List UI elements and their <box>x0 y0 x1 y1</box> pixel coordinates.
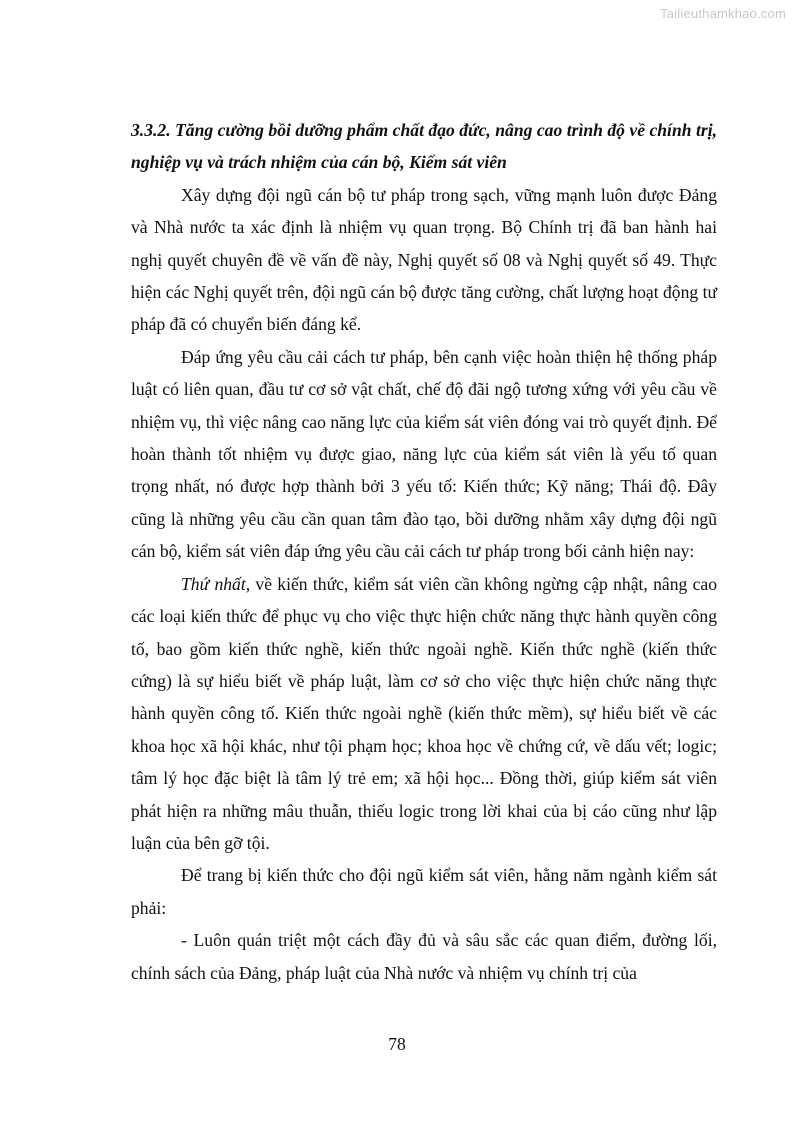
paragraph-3 <box>131 568 717 860</box>
paragraph-3-lead: Thứ nhất, <box>181 573 251 594</box>
watermark: Tailieuthamkhao.com <box>660 6 786 21</box>
section-heading: 3.3.2. Tăng cường bồi dưỡng phẩm chất đạo đức, nâng cao trình độ về chính trị, nghiệp vụ và trách nhiệm của cán bộ, Kiểm sát viên <box>131 120 717 173</box>
paragraph-4: Để trang bị kiến thức cho đội ngũ kiểm sát viên, hằng năm ngành kiểm sát phải: <box>131 865 717 918</box>
paragraph-2: Đáp ứng yêu cầu cải cách tư pháp, bên cạnh việc hoàn thiện hệ thống pháp luật có liên quan, đầu tư cơ sở vật chất, chế độ đãi ngộ tương xứng với yêu cầu về nhiệm vụ, thì việc nâng cao năng lực của kiểm sát viên đóng vai trò quyết định. Để hoàn thành tốt nhiệm vụ được giao, năng lực của kiểm sát viên là yếu tố quan trọng nhất, nó được hợp thành bởi 3 yếu tố: Kiến thức; Kỹ năng; Thái độ. Đây cũng là những yêu cầu cần quan tâm đào tạo, bồi dưỡng nhằm xây dựng đội ngũ cán bộ, kiểm sát viên đáp ứng yêu cầu cải cách tư pháp trong bối cảnh hiện nay: <box>131 346 717 562</box>
paragraph-5: - Luôn quán triệt một cách đầy đủ và sâu sắc các quan điểm, đường lối, chính sách của Đảng, pháp luật của Nhà nước và nhiệm vụ chính trị của <box>131 930 717 983</box>
paragraph-1: Xây dựng đội ngũ cán bộ tư pháp trong sạch, vững mạnh luôn được Đảng và Nhà nước ta xác định là nhiệm vụ quan trọng. Bộ Chính trị đã ban hành hai nghị quyết chuyên đề về vấn đề này, Nghị quyết số 08 và Nghị quyết số 49. Thực hiện các Nghị quyết trên, đội ngũ cán bộ được tăng cường, chất lượng hoạt động tư pháp đã có chuyển biến đáng kể. <box>131 184 717 335</box>
page-body <box>131 114 717 989</box>
page-number: 78 <box>388 1034 406 1054</box>
paragraph-3-text: về kiến thức, kiểm sát viên cần không ngừng cập nhật, nâng cao các loại kiến thức để phục vụ cho việc thực hiện chức năng thực hành quyền công tố, bao gồm kiến thức nghề, kiến thức ngoài nghề. Kiến thức nghề (kiến thức cứng) là sự hiểu biết về pháp luật, làm cơ sở cho việc thực hiện chức năng thực hành quyền công tố. Kiến thức ngoài nghề (kiến thức mềm), sự hiểu biết về các khoa học xã hội khác, như tội phạm học; khoa học về chứng cứ, về dấu vết; logic; tâm lý học đặc biệt là tâm lý trẻ em; xã hội học... Đồng thời, giúp kiểm sát viên phát hiện ra những mâu thuẫn, thiếu logic trong lời khai của bị cáo cũng như lập luận của bên gỡ tội. <box>131 573 717 853</box>
